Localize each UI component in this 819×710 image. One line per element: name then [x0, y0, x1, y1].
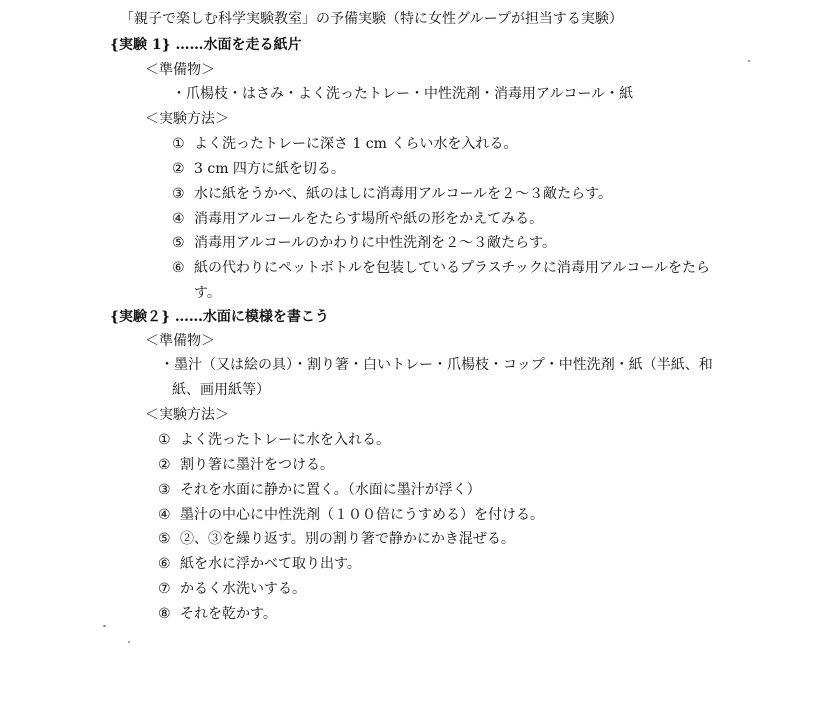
exp1-step	[172, 234, 556, 252]
step-text: 紙の代わりにペットボトルを包装しているプラスチックに消毒用アルコールをたら	[194, 260, 711, 276]
step-text: それを乾かす。	[180, 606, 277, 622]
exp2-step	[158, 605, 277, 623]
exp2-method-label: ＜実験方法＞	[145, 407, 229, 423]
step-text: 消毒用アルコールのかわりに中性洗剤を２～３敵たらす。	[194, 235, 557, 251]
step-text: 3 cm 四方に紙を切る。	[194, 161, 345, 177]
exp1-prep-label: ＜準備物＞	[145, 62, 215, 78]
step-number: ④	[172, 211, 185, 227]
step-number: ②	[158, 457, 171, 473]
step-number: ③	[158, 482, 171, 498]
step-number: ⑥	[158, 556, 171, 572]
scan-speck	[103, 625, 106, 627]
step-number: ⑥	[172, 260, 185, 276]
exp2-prep-label: ＜準備物＞	[145, 333, 215, 349]
document-title: 「親子で楽しむ科学実験教室」の予備実験（特に女性グループが担当する実験）	[120, 11, 623, 27]
step-text: 水に紙をうかべ、紙のはしに消毒用アルコールを２～３敵たらす。	[194, 186, 613, 202]
exp2-step	[158, 506, 544, 524]
step-text: かるく水洗いする。	[180, 581, 306, 597]
exp1-method-label: ＜実験方法＞	[145, 111, 229, 127]
step-text: それを水面に静かに置く。（水面に墨汁が浮く）	[180, 482, 481, 498]
step-number: ⑦	[158, 581, 171, 597]
step-number: ⑤	[158, 531, 171, 547]
exp1-step-continuation: す。	[194, 285, 221, 301]
step-text: よく洗ったトレーに水を入れる。	[180, 432, 390, 448]
exp1-heading: {実験 1} ……水面を走る紙片	[110, 37, 302, 53]
exp2-step	[158, 530, 515, 548]
step-number: ⑤	[172, 235, 185, 251]
step-text: 紙を水に浮かべて取り出す。	[180, 556, 361, 572]
exp2-step	[158, 555, 361, 573]
exp2-step	[158, 580, 306, 598]
scan-speck	[748, 60, 750, 62]
exp1-step	[172, 185, 612, 203]
exp1-step	[172, 259, 710, 277]
exp2-prep-items-continuation: 紙、画用紙等）	[172, 382, 270, 398]
step-text: 墨汁の中心に中性洗剤（１００倍にうすめる）を付ける。	[180, 507, 544, 523]
step-number: ④	[158, 507, 171, 523]
exp2-heading: {実験２} ……水面に模様を書こう	[110, 309, 329, 325]
exp1-step	[172, 160, 345, 178]
step-number: ①	[172, 136, 185, 152]
step-number: ⑧	[158, 606, 171, 622]
step-text: 割り箸に墨汁をつける。	[180, 457, 334, 473]
exp2-step	[158, 481, 481, 499]
step-text: ②、③を繰り返す。別の割り箸で静かにかき混ぜる。	[180, 531, 515, 547]
exp2-prep-items: ・墨汁（又は絵の具）・割り箸・白いトレー・爪楊枝・コップ・中性洗剤・紙（半紙、和	[160, 357, 713, 373]
step-number: ①	[158, 432, 171, 448]
scan-speck	[128, 641, 130, 643]
exp1-step	[172, 135, 517, 153]
step-text: 消毒用アルコールをたらす場所や紙の形をかえてみる。	[194, 211, 544, 227]
exp1-prep-items: ・爪楊枝・はさみ・よく洗ったトレー・中性洗剤・消毒用アルコール・紙	[172, 86, 634, 102]
step-number: ②	[172, 161, 185, 177]
exp2-step	[158, 456, 334, 474]
step-number: ③	[172, 186, 185, 202]
step-text: よく洗ったトレーに深さ 1 cm くらい水を入れる。	[194, 136, 518, 152]
exp2-step	[158, 431, 390, 449]
exp1-step	[172, 210, 543, 228]
